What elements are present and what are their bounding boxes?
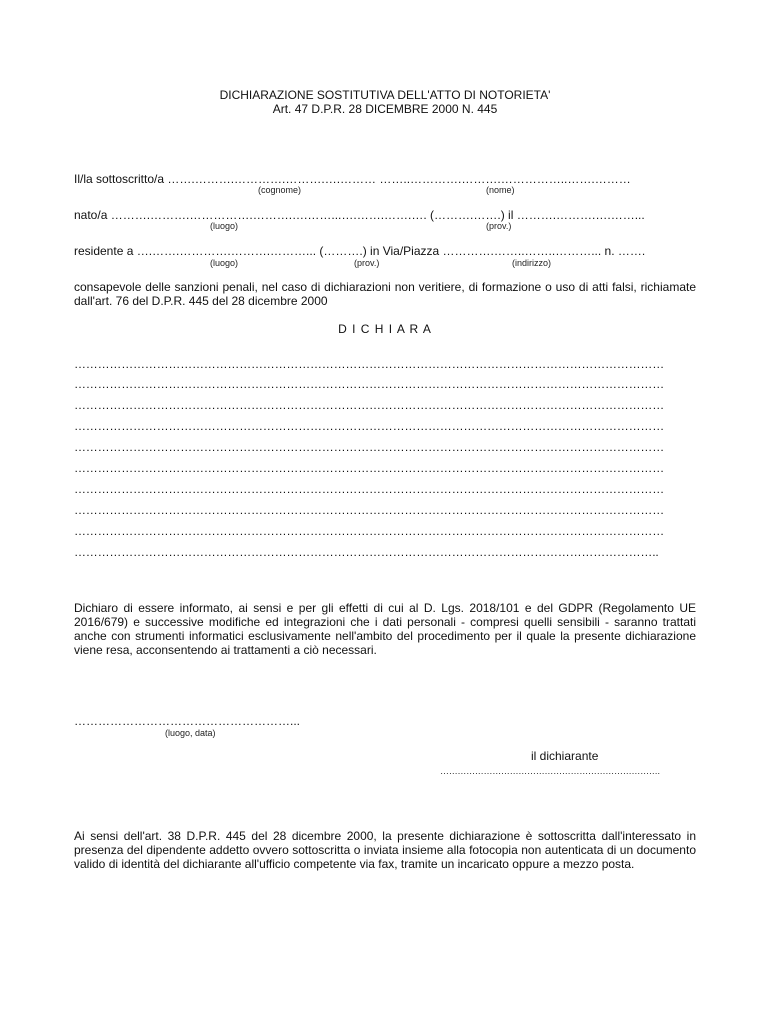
place-date-label: (luogo, data) [165, 728, 216, 738]
place-date-dots: ………………………………………………... [74, 714, 301, 728]
label-luogo-residenza: (luogo) [210, 258, 239, 268]
label-luogo-nascita: (luogo) [210, 221, 239, 231]
dotted-line: …………………………………………………………………………………………………………………………………… [74, 419, 665, 433]
dotted-line: ………………………………………………………………………………………………………………………………….. [74, 545, 659, 559]
footer-paragraph: Ai sensi dell'art. 38 D.P.R. 445 del 28 dicembre 2000, la presente dichiarazione è sottoscritta dall'interessato in presenza del dipendente addetto ovvero sottoscritta o inviata insieme alla fotocopia non autenticata di un documento valido di identità del dichiarante all'ufficio competente via fax, tramite un incaricato oppure a mezzo posta. [74, 829, 696, 871]
dichiara-heading: D I C H I A R A [338, 322, 432, 336]
signature-dots: …………………………………………………………………. [440, 766, 660, 776]
dotted-line: …………………………………………………………………………………………………………………………………… [74, 461, 665, 475]
field-sottoscritto: Il/la sottoscritto/a …….……….………….……….….……… ……..………….……….……………..…….……… [74, 172, 631, 186]
dotted-line: …………………………………………………………………………………………………………………………………… [74, 503, 665, 517]
label-prov-nascita: (prov.) [486, 221, 512, 231]
consapevole-paragraph: consapevole delle sanzioni penali, nel caso di dichiarazioni non veritiere, di formazione o uso di atti falsi, richiamate dall'art. 76 del D.P.R. 445 del 28 dicembre 2000 [74, 280, 696, 308]
dotted-line: …………………………………………………………………………………………………………………………………… [74, 440, 665, 454]
label-cognome: (cognome) [258, 185, 302, 195]
label-nome: (nome) [486, 185, 515, 195]
dotted-line: …………………………………………………………………………………………………………………………………… [74, 357, 665, 371]
field-residente: residente a ….…….………….……….………... (……….) in Via/Piazza ………….……..……..………... n. ……. [74, 244, 646, 258]
label-prov-residenza: (prov.) [354, 258, 380, 268]
field-nato: nato/a ……….……….…………….……….….……...….…….…….…. (……….…….) il ……….……….….……... [74, 208, 645, 222]
dotted-line: …………………………………………………………………………………………………………………………………… [74, 377, 665, 391]
document-title: DICHIARAZIONE SOSTITUTIVA DELL'ATTO DI NOTORIETA' [219, 88, 551, 102]
signature-label: il dichiarante [531, 749, 599, 763]
label-indirizzo: (indirizzo) [512, 258, 552, 268]
document-subtitle: Art. 47 D.P.R. 28 DICEMBRE 2000 N. 445 [272, 102, 498, 116]
dotted-line: …………………………………………………………………………………………………………………………………… [74, 524, 665, 538]
privacy-paragraph: Dichiaro di essere informato, ai sensi e per gli effetti di cui al D. Lgs. 2018/101 e del GDPR (Regolamento UE 2016/679) e successive modifiche ed integrazioni che i dati personali - compresi quelli sensibili - saranno trattati anche con strumenti informatici esclusivamente nell'ambito del procedimento per il quale la presente dichiarazione viene resa, acconsentendo ai trattamenti a ciò necessari. [74, 601, 696, 657]
dotted-line: …………………………………………………………………………………………………………………………………… [74, 398, 665, 412]
dotted-line: …………………………………………………………………………………………………………………………………… [74, 482, 665, 496]
